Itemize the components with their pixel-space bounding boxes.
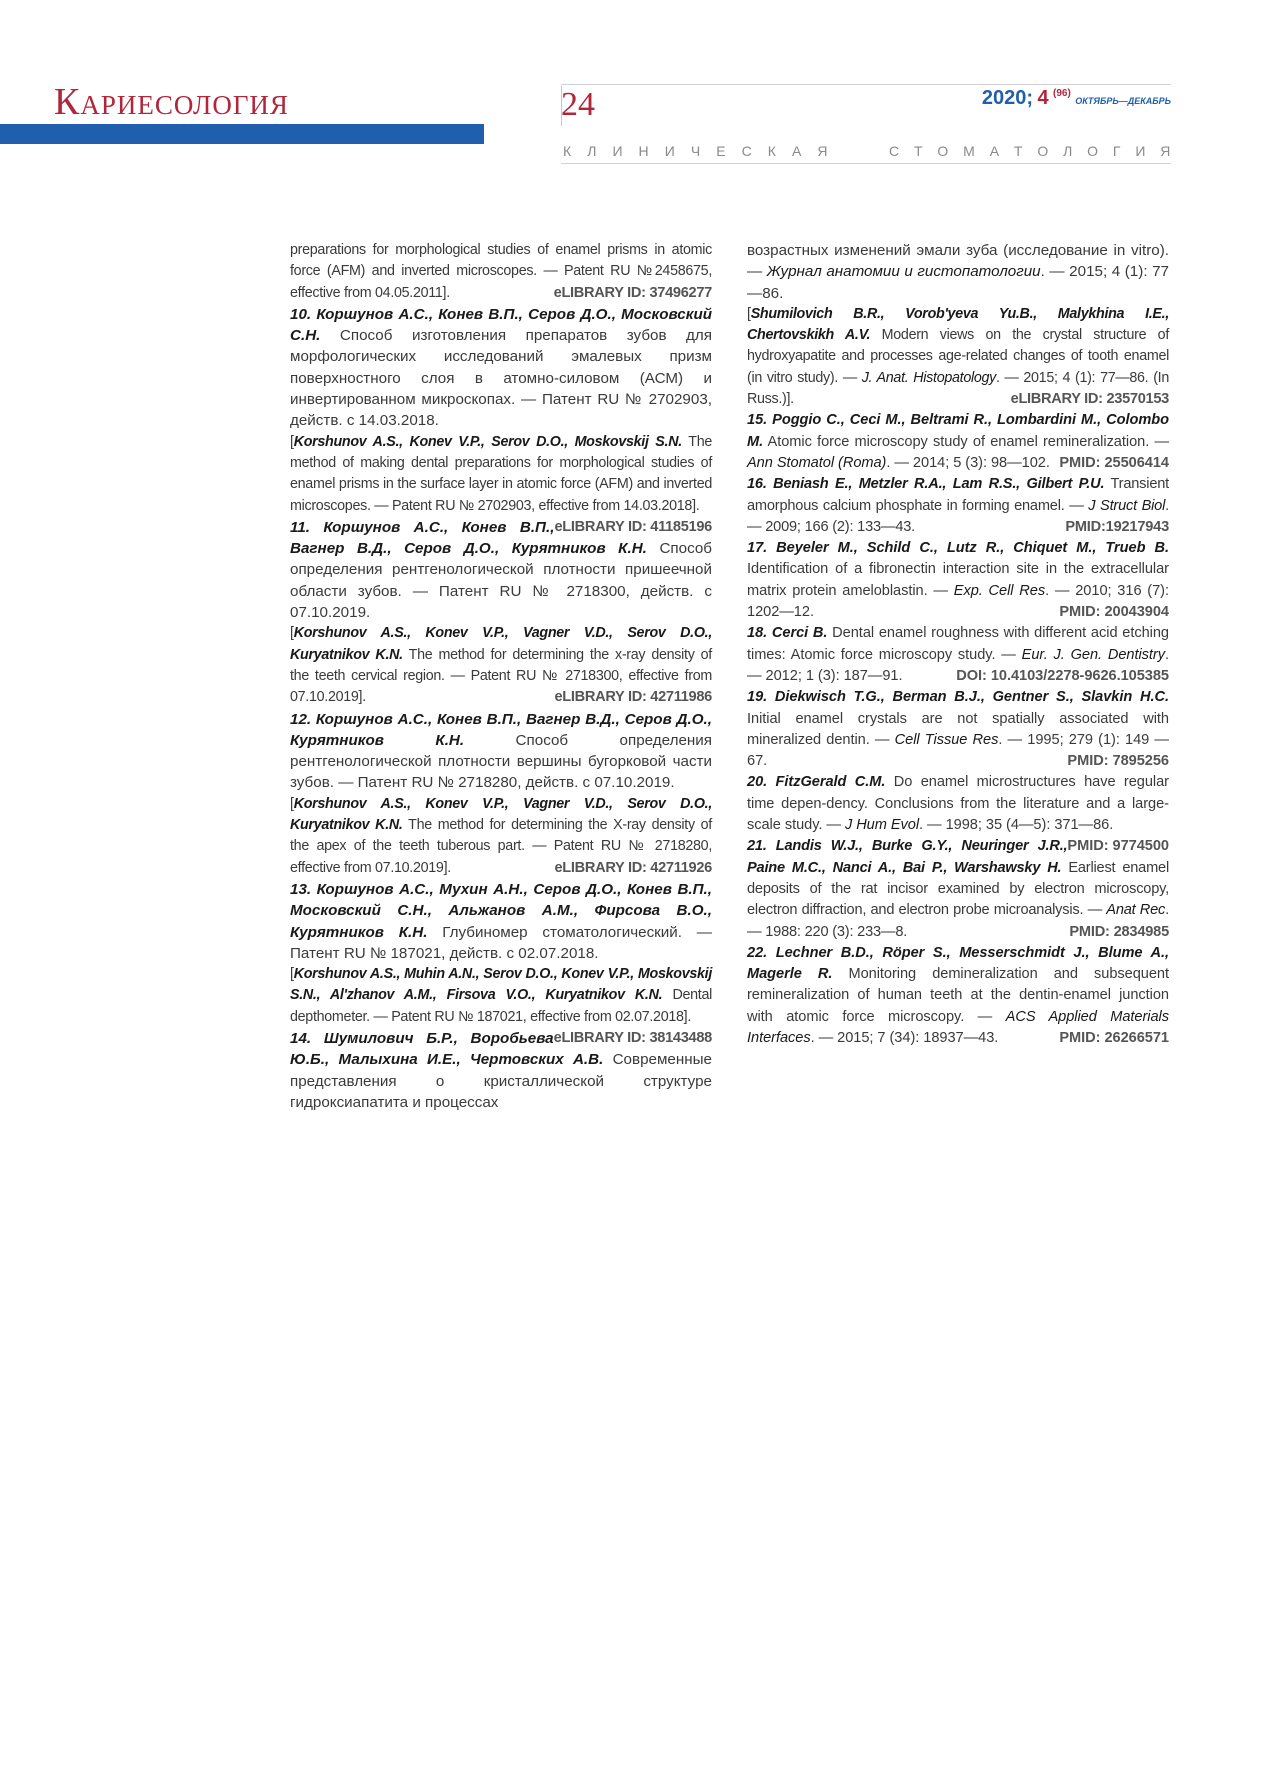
reference-authors: Shumilovich B.R., Vorob'yeva Yu.B., Malykhina I.E., Chertovskikh A.V. [747, 305, 1169, 344]
pmid: PMID: 9774500 [1067, 838, 1169, 855]
reference-14-translation: [Shumilovich B.R., Vorob'yeva Yu.B., Malykhina I.E., Chertovskikh A.V. Modern views on the crystal structure of hydroxyapatite and processes age-related changes of tooth enamel (in vitro study). — J. Anat. Histopatology. — 2015; 4 (1): 77—86. (In Russ.)]. eLIBRARY ID: 23570153 [747, 304, 1169, 410]
doi: DOI: 10.4103/2278-9626.105385 [956, 667, 1169, 684]
reference-authors: 11. Коршунов А.С., Конев В.П., Вагнер В.Д., Серов Д.О., Курятников К.Н. [290, 518, 647, 558]
journal-letter: И [664, 143, 676, 159]
journal-title: Eur. J. Gen. Dentistry [1021, 646, 1165, 663]
references-left-column [290, 240, 712, 1113]
journal-letter: Я [817, 143, 828, 159]
journal-letter: Т [1013, 143, 1023, 159]
reference-authors: 10. Коршунов А.С., Конев В.П., Серов Д.О., Московский С.Н. [290, 305, 712, 345]
journal-letter: С [889, 143, 900, 159]
reference-20: 20. FitzGerald C.M. Do enamel microstructures have regular time depen-dency. Conclusions from the literature and a large-scale study. — J Hum Evol. — 1998; 35 (4—5): 371—86. PMID: 9774500 [747, 772, 1169, 836]
reference-14: 14. Шумилович Б.Р., Воробьева Ю.Б., Малыхина И.Е., Чертовских А.В. Современные представления о кристаллической структуре гидроксиапатита и процессах [290, 1029, 712, 1111]
journal-letter: А [791, 143, 802, 159]
reference-authors: Korshunov A.S., Konev V.P., Vagner V.D., Serov D.O., Kuryatnikov K.N. [290, 625, 712, 663]
reference-authors: 21. Landis W.J., Burke G.Y., Neuringer J.R., Paine M.C., Nanci A., Bai P., Warshawsky H. [747, 838, 1068, 876]
journal-letter: А [989, 143, 1000, 159]
reference-authors: 18. Cerci B. [747, 625, 828, 642]
section-color-bar [0, 124, 484, 144]
reference-13: 13. Коршунов А.С., Мухин А.Н., Серов Д.О., Конев В.П., Московский С.Н., Альжанов А.М., Фирсова В.О., Курятников К.Н. Глубиномер стоматологический. — Патент RU № 187021, действ. с 02.07.2018. [290, 880, 712, 962]
reference-authors: 15. Poggio C., Ceci M., Beltrami R., Lombardini M., Colombo M. [747, 412, 1169, 450]
reference-12: 12. Коршунов А.С., Конев В.П., Вагнер В.Д., Серов Д.О., Курятников К.Н. Способ определения рентгенологической плотности вершины бугорковой части зубов. — Патент RU № 2718280, действ. с 07.10.2019. [290, 710, 712, 792]
journal-title: J Struct Biol [1088, 497, 1166, 514]
header-rule-top [561, 84, 1171, 85]
elibrary-id: eLIBRARY ID: 42711986 [554, 689, 712, 706]
reference-authors: 17. Beyeler M., Schild C., Lutz R., Chiquet M., Trueb B. [747, 540, 1169, 557]
journal-title: Cell Tissue Res [894, 731, 999, 748]
reference-10: 10. Коршунов А.С., Конев В.П., Серов Д.О., Московский С.Н. Способ изготовления препаратов зубов для морфологических исследований эмалевых призм поверхностного слоя в атомно-силовом (АСМ) и инвертированном микроскопах. — Патент RU № 2702903, действ. с 14.03.2018. [290, 305, 712, 430]
reference-authors: 19. Diekwisch T.G., Berman B.J., Gentner S., Slavkin H.C. [747, 689, 1169, 706]
elibrary-id: eLIBRARY ID: 41185196 [554, 518, 712, 535]
journal-title: J Hum Evol [844, 817, 920, 834]
reference-authors: Korshunov A.S., Konev V.P., Serov D.O., Moskovskij S.N. [293, 433, 682, 450]
references-right-column [747, 240, 1169, 1049]
journal-word-clinical [563, 143, 828, 159]
reference-17: 17. Beyeler M., Schild C., Lutz R., Chiquet M., Trueb B. Identification of a fibronectin interaction site in the extracellular matrix protein ameloblastin. — Exp. Cell Res. — 2010; 316 (7): 1202—12. PMID: 20043904 [747, 538, 1169, 623]
section-title: Кариесология [54, 81, 289, 123]
reference-10-translation: [Korshunov A.S., Konev V.P., Serov D.O., Moskovskij S.N. The method of making dental preparations for morphological studies of enamel prisms in the surface layer in atomic force (AFM) and inverted microscopes. — Patent RU № 2702903, effective from 14.03.2018]. eLIBRARY ID: 41185196 [290, 432, 712, 517]
journal-title: Exp. Cell Res [953, 582, 1046, 599]
pmid: PMID:19217943 [1065, 518, 1169, 535]
issue-info [982, 87, 1171, 110]
reference-11: 11. Коршунов А.С., Конев В.П., Вагнер В.Д., Серов Д.О., Курятников К.Н. Способ определения рентгенологической плотности пришеечной области зубов. — Патент RU № 2718300, действ. с 07.10.2019. [290, 518, 712, 622]
journal-letter: Л [587, 143, 597, 159]
issue-number: 4 [1037, 87, 1049, 109]
journal-word-dentistry [889, 143, 1171, 159]
reference-22: 22. Lechner B.D., Röper S., Messerschmidt J., Blume A., Magerle R. Monitoring demineralization and subsequent remineralization of human teeth at the dentin-enamel junction with atomic force microscopy. — ACS Applied Materials Interfaces. — 2015; 7 (34): 18937—43. PMID: 26266571 [747, 943, 1169, 1049]
page-number: 24 [561, 86, 595, 123]
journal-title: ACS Applied Materials Interfaces [747, 1008, 1169, 1046]
journal-letter: Т [913, 143, 924, 159]
reference-16: 16. Beniash E., Metzler R.A., Lam R.S., Gilbert P.U. Transient amorphous calcium phosphate in forming enamel. — J Struct Biol. — 2009; 166 (2): 133—43. PMID:19217943 [747, 474, 1169, 538]
elibrary-id: eLIBRARY ID: 37496277 [553, 284, 712, 301]
reference-authors: Korshunov A.S., Muhin A.N., Serov D.O., Konev V.P., Moskovskij S.N., Al'zhanov A.M., Firsova V.O., Kuryatnikov K.N. [290, 966, 712, 1004]
issue-months: ОКТЯБРЬ—ДЕКАБРЬ [1075, 96, 1171, 106]
journal-title: Anat Rec [1106, 902, 1166, 919]
reference-15: 15. Poggio C., Ceci M., Beltrami R., Lombardini M., Colombo M. Atomic force microscopy study of enamel remineralization. — Ann Stomatol (Roma). — 2014; 5 (3): 98—102. PMID: 25506414 [747, 410, 1169, 474]
issue-total: (96) [1053, 88, 1071, 99]
reference-authors: Korshunov A.S., Konev V.P., Vagner V.D., Serov D.O., Kuryatnikov K.N. [290, 795, 712, 834]
journal-letter: О [937, 143, 949, 159]
journal-letter: Е [716, 143, 727, 159]
journal-letter: Л [1063, 143, 1073, 159]
journal-title: Ann Stomatol (Roma) [747, 454, 887, 471]
journal-letter: И [1135, 143, 1146, 159]
elibrary-id: eLIBRARY ID: 23570153 [1010, 391, 1169, 408]
reference-authors: 12. Коршунов А.С., Конев В.П., Вагнер В.Д., Серов Д.О., Курятников К.Н. [290, 710, 712, 749]
reference-continuation: preparations for morphological studies of enamel prisms in atomic force (AFM) and inverted microscopes. — Patent RU №2458675, effective from 04.05.2011]. eLIBRARY ID: 37496277 [290, 240, 712, 304]
journal-letter: Ч [690, 143, 701, 159]
issue-year: 2020; [981, 87, 1033, 109]
reference-12-translation: [Korshunov A.S., Konev V.P., Vagner V.D., Serov D.O., Kuryatnikov K.N. The method for determining the X-ray density of the apex of the teeth tuberous part. — Patent RU № 2718280, effective from 07.10.2019]. eLIBRARY ID: 42711926 [290, 794, 712, 879]
reference-14-continuation: возрастных изменений эмали зуба (исследование in vitro). — Журнал анатомии и гистопатологии. — 2015; 4 (1): 77—86. [747, 242, 1169, 302]
reference-authors: 13. Коршунов А.С., Мухин А.Н., Серов Д.О., Конев В.П., Московский С.Н., Альжанов А.М., Фирсова В.О., Курятников К.Н. [290, 880, 712, 941]
journal-title: Журнал анатомии и гистопатологии [766, 263, 1041, 281]
pmid: PMID: 7895256 [1067, 753, 1169, 770]
reference-authors: 20. FitzGerald C.M. [747, 774, 886, 791]
journal-letter: Я [1160, 143, 1171, 159]
pmid: PMID: 25506414 [1059, 454, 1169, 471]
journal-letter: К [563, 143, 572, 159]
journal-letter: Г [1112, 143, 1121, 159]
reference-18: 18. Cerci B. Dental enamel roughness with different acid etching times: Atomic force microscopy study. — Eur. J. Gen. Dentistry. — 2012; 1 (3): 187—91. DOI: 10.4103/2278-9626.105385 [747, 623, 1169, 687]
reference-authors: 22. Lechner B.D., Röper S., Messerschmidt J., Blume A., Magerle R. [747, 944, 1169, 983]
pmid: PMID: 2834985 [1069, 923, 1169, 940]
journal-letter: О [1087, 143, 1099, 159]
reference-11-translation: [Korshunov A.S., Konev V.P., Vagner V.D., Serov D.O., Kuryatnikov K.N. The method for determining the x-ray density of the teeth cervical region. — Patent RU № 2718300, effective from 07.10.2019]. eLIBRARY ID: 42711986 [290, 623, 712, 708]
journal-name [563, 143, 1171, 159]
journal-title: J. Anat. Histopatology [861, 369, 996, 386]
journal-letter: Н [638, 143, 650, 159]
reference-authors: 16. Beniash E., Metzler R.A., Lam R.S., Gilbert P.U. [747, 476, 1105, 493]
reference-21: 21. Landis W.J., Burke G.Y., Neuringer J.R., Paine M.C., Nanci A., Bai P., Warshawsky H. Earliest enamel deposits of the rat incisor examined by electron microscopy, electron diffraction, and electron probe microanalysis. — Anat Rec. — 1988: 220 (3): 233—8. PMID: 2834985 [747, 836, 1169, 942]
elibrary-id: eLIBRARY ID: 42711926 [554, 859, 712, 876]
header-rule-bottom [561, 163, 1171, 164]
reference-13-translation: [Korshunov A.S., Muhin A.N., Serov D.O., Konev V.P., Moskovskij S.N., Al'zhanov A.M., Firsova V.O., Kuryatnikov K.N. Dental depthometer. — Patent RU № 187021, effective from 02.07.2018]. eLIBRARY ID: 38143488 [290, 964, 712, 1028]
journal-letter: К [767, 143, 777, 159]
journal-letter: С [741, 143, 753, 159]
elibrary-id: eLIBRARY ID: 38143488 [553, 1029, 712, 1046]
journal-letter: М [963, 143, 976, 159]
reference-authors: 14. Шумилович Б.Р., Воробьева Ю.Б., Малыхина И.Е., Чертовских А.В. [290, 1029, 604, 1069]
reference-19: 19. Diekwisch T.G., Berman B.J., Gentner S., Slavkin H.C. Initial enamel crystals are not spatially associated with mineralized dentin. — Cell Tissue Res. — 1995; 279 (1): 149 —67. PMID: 7895256 [747, 687, 1169, 772]
pmid: PMID: 20043904 [1059, 604, 1169, 621]
journal-letter: О [1037, 143, 1049, 159]
pmid: PMID: 26266571 [1059, 1029, 1169, 1046]
journal-letter: И [612, 143, 623, 159]
